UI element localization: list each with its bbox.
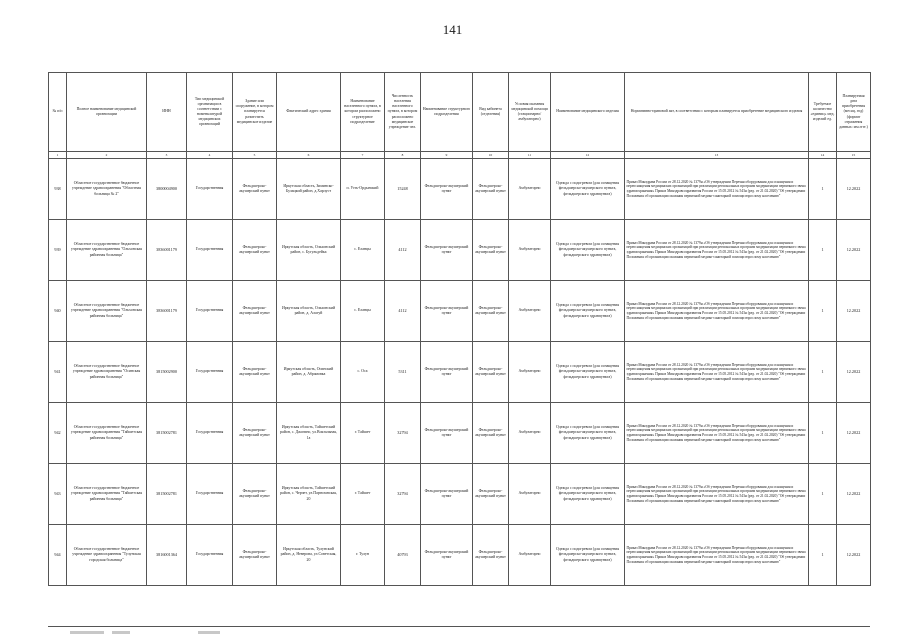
settlement-cell: г. Тайшет [341,403,385,464]
conditions-cell: Амбулаторно [509,159,551,220]
address-cell: Иркутская область, Тайшетский район, с. Черчет, ул.Партизанская, 20 [277,464,341,525]
population-cell: 4112 [385,281,421,342]
organization-name: Областное государственное бюджетное учреждение здравоохранения "Ольхонская районная больница" [67,220,147,281]
inn-cell: 3815002781 [147,464,187,525]
column-header: Численность населения населенного пункта, в котором расположено медицинское учреждение чел. [385,73,421,152]
inn-cell: 3836001179 [147,281,187,342]
building-type: Фельдшерско-акушерский пункт [233,281,277,342]
column-index: 1 [49,152,67,159]
column-index: 8 [385,152,421,159]
table-row [49,464,871,525]
column-header: Требуемое количество «единиц» мед. изделий ед. [809,73,837,152]
date-cell: 12.2022 [837,525,871,586]
unit-cell: Фельдшерско-акушерский пункт [421,342,473,403]
date-cell: 12.2022 [837,281,871,342]
device-cell: Одежда с подогревом (для оснащения фельдшерско-акушерского пункта, фельдшерского здравпункта) [551,464,625,525]
conditions-cell: Амбулаторно [509,342,551,403]
quantity-cell: 1 [809,464,837,525]
organization-type: Государственная [187,403,233,464]
table-row [49,159,871,220]
cabinet-cell: Фельдшерско-акушерский пункт [473,159,509,220]
column-index: 3 [147,152,187,159]
population-cell: 40793 [385,525,421,586]
address-cell: Иркутская область, Тайшетский район, с. Джогино, ул.Вокзальная, 1а [277,403,341,464]
cabinet-cell: Фельдшерско-акушерский пункт [473,281,509,342]
conditions-cell: Амбулаторно [509,281,551,342]
date-cell: 12.2022 [837,159,871,220]
inn-cell: 3815002900 [147,342,187,403]
column-index: 6 [277,152,341,159]
building-type: Фельдшерско-акушерский пункт [233,525,277,586]
settlement-cell: с. Еланцы [341,220,385,281]
conditions-cell: Амбулаторно [509,464,551,525]
column-header: Наименование структурного подразделения [421,73,473,152]
quantity-cell: 1 [809,281,837,342]
address-cell: Иркутская область, Зиминско-Булацкий район, д.Харлуст [277,159,341,220]
date-cell: 12.2022 [837,342,871,403]
equipment-table [48,72,871,586]
date-cell: 12.2022 [837,220,871,281]
building-type: Фельдшерско-акушерский пункт [233,342,277,403]
organization-name: Областное государственное бюджетное учреждение здравоохранения "Осинская районная больница" [67,342,147,403]
column-index: 12 [551,152,625,159]
legal-act-cell: Приказ Минздрава России от 28.12.2020 № 1379н «Об утверждении Перечня оборудования для оснащения и переоснащения медицинских организаций при реализации региональных программ модернизации первичного звена здравоохранения» Приказ Минздравсоцразвития России от 15.05.2012 № 543н (ред. от 21.02.2020) "Об утверждении Положения об организации оказания первичной медико-санитарной помощи взрослому населению" [625,525,809,586]
column-index: 9 [421,152,473,159]
column-header: Наименование населенного пункта, в котором расположено структурное подразделение [341,73,385,152]
cropped-text-fragment [70,631,104,634]
unit-cell: Фельдшерско-акушерский пункт [421,464,473,525]
column-index: 5 [233,152,277,159]
column-index: 4 [187,152,233,159]
building-type: Фельдшерско-акушерский пункт [233,464,277,525]
column-index: 13 [625,152,809,159]
cropped-text-fragment [112,631,130,634]
cabinet-cell: Фельдшерско-акушерский пункт [473,403,509,464]
organization-type: Государственная [187,281,233,342]
column-index: 2 [67,152,147,159]
legal-act-cell: Приказ Минздрава России от 28.12.2020 № 1379н «Об утверждении Перечня оборудования для оснащения и переоснащения медицинских организаций при реализации региональных программ модернизации первичного звена здравоохранения» Приказ Минздравсоцразвития России от 15.05.2012 № 543н (ред. от 21.02.2020) "Об утверждении Положения об организации оказания первичной медико-санитарной помощи взрослому населению" [625,464,809,525]
building-type: Фельдшерско-акушерский пункт [233,403,277,464]
conditions-cell: Амбулаторно [509,403,551,464]
legal-act-cell: Приказ Минздрава России от 28.12.2020 № 1379н «Об утверждении Перечня оборудования для оснащения и переоснащения медицинских организаций при реализации региональных программ модернизации первичного звена здравоохранения» Приказ Минздравсоцразвития России от 15.05.2012 № 543н (ред. от 21.02.2020) "Об утверждении Положения об организации оказания первичной медико-санитарной помощи взрослому населению" [625,281,809,342]
page-number: 141 [442,22,463,37]
column-index: 15 [837,152,871,159]
header-row [49,73,871,152]
column-header: № п/п [49,73,67,152]
column-header: Нормативно-правовой акт, в соответствии с которым планируется приобретение медицинского изделия [625,73,809,152]
device-cell: Одежда с подогревом (для оснащения фельдшерско-акушерского пункта, фельдшерского здравпункта) [551,525,625,586]
settlement-cell: г. Тайшет [341,464,385,525]
row-number: 943 [49,464,67,525]
column-index: 10 [473,152,509,159]
settlement-cell: г. Тулун [341,525,385,586]
row-number: 944 [49,525,67,586]
building-type: Фельдшерско-акушерский пункт [233,159,277,220]
unit-cell: Фельдшерско-акушерский пункт [421,403,473,464]
organization-name: Областное государственное бюджетное учреждение здравоохранения "Тайшетская районная больница" [67,464,147,525]
organization-type: Государственная [187,342,233,403]
device-cell: Одежда с подогревом (для оснащения фельдшерско-акушерского пункта, фельдшерского здравпункта) [551,281,625,342]
settlement-cell: с. Оса [341,342,385,403]
column-header: Здание или сооружение, в котором планируется разместить медицинское изделие [233,73,277,152]
row-number: 942 [49,403,67,464]
unit-cell: Фельдшерско-акушерский пункт [421,525,473,586]
legal-act-cell: Приказ Минздрава России от 28.12.2020 № 1379н «Об утверждении Перечня оборудования для оснащения и переоснащения медицинских организаций при реализации региональных программ модернизации первичного звена здравоохранения» Приказ Минздравсоцразвития России от 15.05.2012 № 543н (ред. от 21.02.2020) "Об утверждении Положения об организации оказания первичной медико-санитарной помощи взрослому населению" [625,403,809,464]
address-cell: Иркутская область, Ольхонский район, с. Бугульдейка [277,220,341,281]
column-header: ИНН [147,73,187,152]
column-index-row [49,152,871,159]
cabinet-cell: Фельдшерско-акушерский пункт [473,464,509,525]
quantity-cell: 1 [809,220,837,281]
organization-type: Государственная [187,525,233,586]
row-number: 939 [49,220,67,281]
device-cell: Одежда с подогревом (для оснащения фельдшерско-акушерского пункта, фельдшерского здравпункта) [551,220,625,281]
column-header: Условия оказания медицинской помощи (стационарно/амбулаторно) [509,73,551,152]
unit-cell: Фельдшерско-акушерский пункт [421,220,473,281]
inn-cell: 3836001179 [147,220,187,281]
column-header: Вид кабинета (отделения) [473,73,509,152]
quantity-cell: 1 [809,342,837,403]
table-row [49,281,871,342]
column-index: 7 [341,152,385,159]
legal-act-cell: Приказ Минздрава России от 28.12.2020 № 1379н «Об утверждении Перечня оборудования для оснащения и переоснащения медицинских организаций при реализации региональных программ модернизации первичного звена здравоохранения» Приказ Минздравсоцразвития России от 15.05.2012 № 543н (ред. от 21.02.2020) "Об утверждении Положения об организации оказания первичной медико-санитарной помощи взрослому населению" [625,159,809,220]
table-row [49,403,871,464]
organization-name: Областное государственное бюджетное учреждение здравоохранения "Тулунская городская больница" [67,525,147,586]
organization-name: Областное государственное бюджетное учреждение здравоохранения "Тайшетская районная больница" [67,403,147,464]
legal-act-cell: Приказ Минздрава России от 28.12.2020 № 1379н «Об утверждении Перечня оборудования для оснащения и переоснащения медицинских организаций при реализации региональных программ модернизации первичного звена здравоохранения» Приказ Минздравсоцразвития России от 15.05.2012 № 543н (ред. от 21.02.2020) "Об утверждении Положения об организации оказания первичной медико-санитарной помощи взрослому населению" [625,342,809,403]
quantity-cell: 1 [809,525,837,586]
column-index: 14 [809,152,837,159]
address-cell: Иркутская область, Ольхонский район, д. Алагуй [277,281,341,342]
row-number: 940 [49,281,67,342]
organization-name: Областное государственное бюджетное учреждение здравоохранения "Областная больница № 2" [67,159,147,220]
legal-act-cell: Приказ Минздрава России от 28.12.2020 № 1379н «Об утверждении Перечня оборудования для оснащения и переоснащения медицинских организаций при реализации региональных программ модернизации первичного звена здравоохранения» Приказ Минздравсоцразвития России от 15.05.2012 № 543н (ред. от 21.02.2020) "Об утверждении Положения об организации оказания первичной медико-санитарной помощи взрослому населению" [625,220,809,281]
column-header: Фактический адрес здания [277,73,341,152]
row-number: 938 [49,159,67,220]
quantity-cell: 1 [809,403,837,464]
organization-type: Государственная [187,159,233,220]
date-cell: 12.2022 [837,403,871,464]
table-row [49,525,871,586]
organization-type: Государственная [187,464,233,525]
organization-name: Областное государственное бюджетное учреждение здравоохранения "Ольхонская районная больница" [67,281,147,342]
table-row [49,220,871,281]
address-cell: Иркутская область, Осинский район, д. Абрамовка [277,342,341,403]
organization-type: Государственная [187,220,233,281]
cabinet-cell: Фельдшерско-акушерский пункт [473,342,509,403]
table-row [49,342,871,403]
settlement-cell: п. Усть-Ордынский [341,159,385,220]
cabinet-cell: Фельдшерско-акушерский пункт [473,525,509,586]
device-cell: Одежда с подогревом (для оснащения фельдшерско-акушерского пункта, фельдшерского здравпункта) [551,159,625,220]
column-header: Полное наименование медицинской организации [67,73,147,152]
device-cell: Одежда с подогревом (для оснащения фельдшерско-акушерского пункта, фельдшерского здравпункта) [551,342,625,403]
unit-cell: Фельдшерско-акушерский пункт [421,281,473,342]
date-cell: 12.2022 [837,464,871,525]
population-cell: 15248 [385,159,421,220]
inn-cell: 3800004900 [147,159,187,220]
column-header: Тип медицинской организации в соответствии с номенклатурой медицинских организаций [187,73,233,152]
settlement-cell: с. Еланцы [341,281,385,342]
inn-cell: 3815002781 [147,403,187,464]
building-type: Фельдшерско-акушерский пункт [233,220,277,281]
population-cell: 5311 [385,342,421,403]
address-cell: Иркутская область, Тулунский район, д. Неверова, ул.Советская, 20 [277,525,341,586]
column-header: Планируемая дата приобретения (месяц, год) (формат отражения данных: мм.гггг.) [837,73,871,152]
inn-cell: 3816001364 [147,525,187,586]
conditions-cell: Амбулаторно [509,525,551,586]
population-cell: 4112 [385,220,421,281]
population-cell: 32794 [385,403,421,464]
unit-cell: Фельдшерско-акушерский пункт [421,159,473,220]
column-header: Наименование медицинского изделия [551,73,625,152]
quantity-cell: 1 [809,159,837,220]
column-index: 11 [509,152,551,159]
next-row-fragment [48,626,870,641]
table-body [49,159,871,586]
row-number: 941 [49,342,67,403]
cabinet-cell: Фельдшерско-акушерский пункт [473,220,509,281]
conditions-cell: Амбулаторно [509,220,551,281]
population-cell: 32794 [385,464,421,525]
cropped-text-fragment [198,631,220,634]
device-cell: Одежда с подогревом (для оснащения фельдшерско-акушерского пункта, фельдшерского здравпункта) [551,403,625,464]
